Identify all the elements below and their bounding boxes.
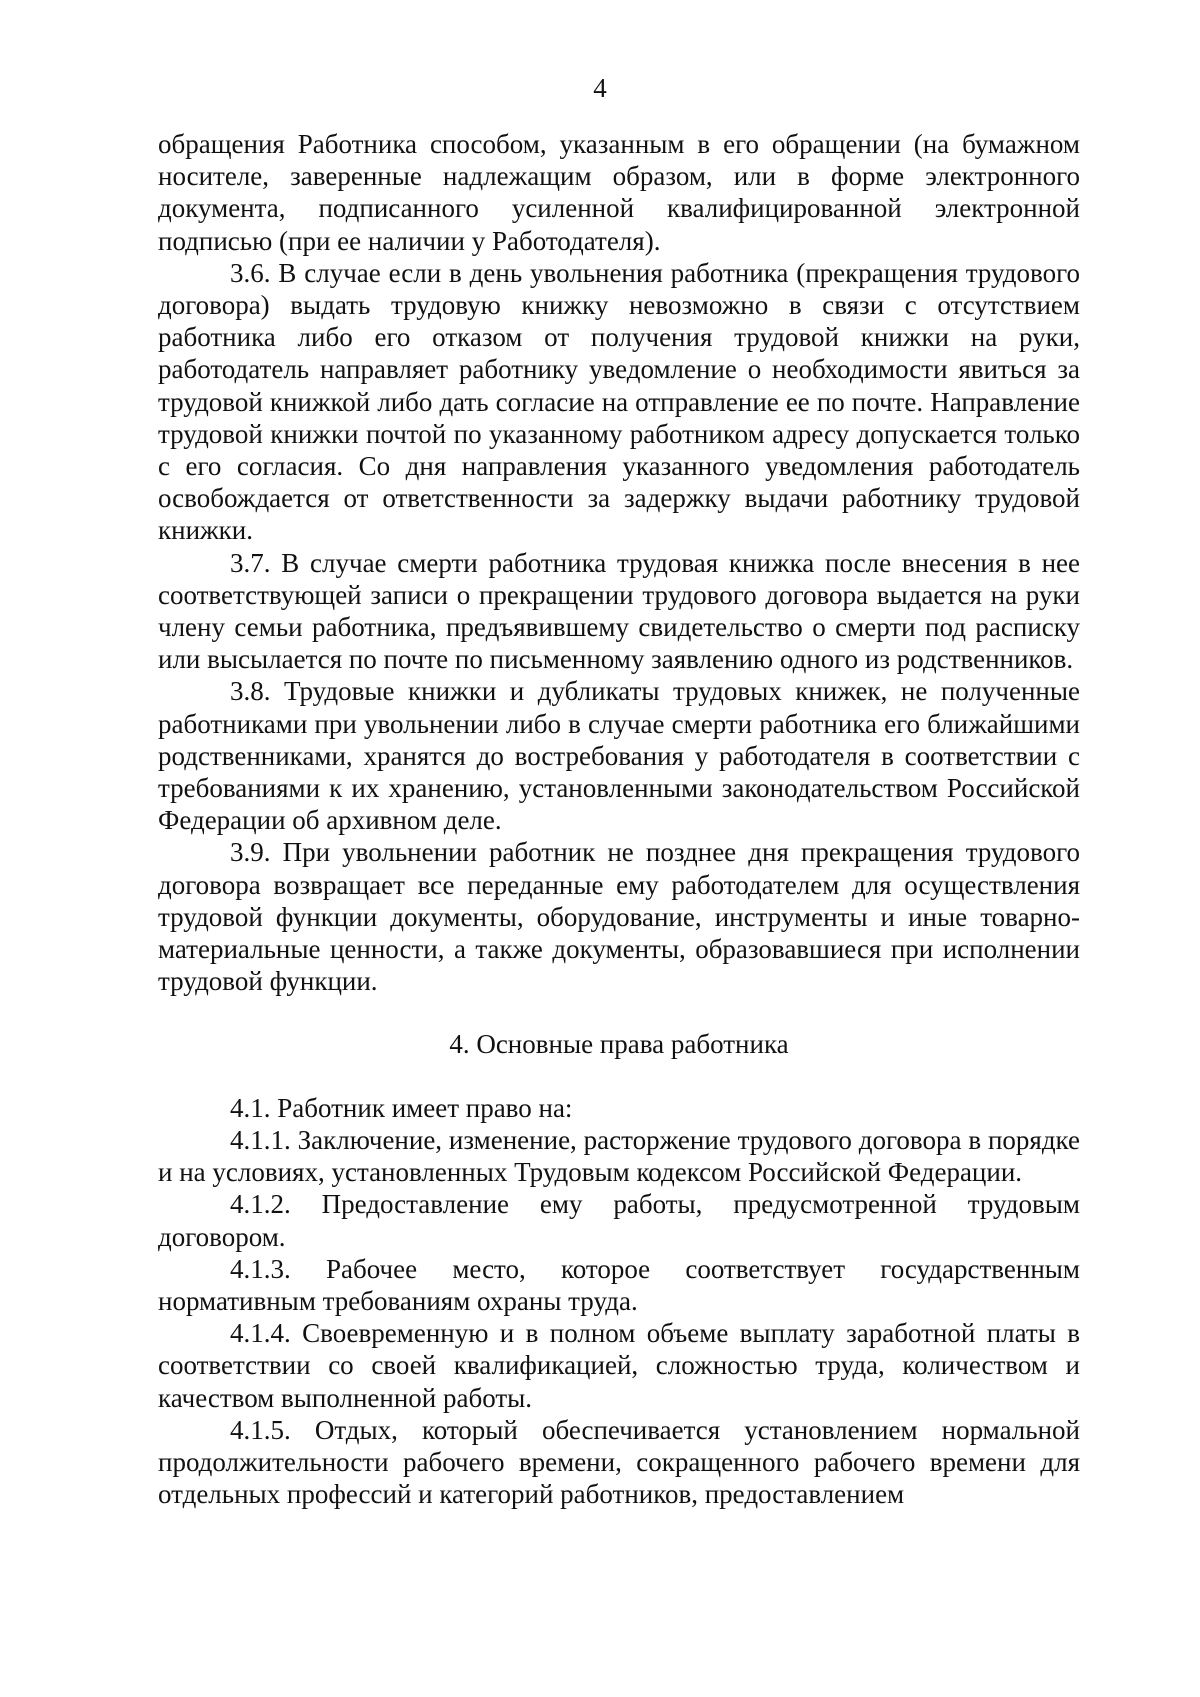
paragraph-4-1-4: 4.1.4. Своевременную и в полном объеме выплату заработной платы в соответствии со своей квалификацией, сложностью труда, количеством и качеством выполненной работы. [158, 1318, 1080, 1413]
paragraph-4-1-3: 4.1.3. Рабочее место, которое соответствует государственным нормативным требованиям охраны труда. [158, 1253, 1080, 1316]
paragraph-4-1-5: 4.1.5. Отдых, который обеспечивается установлением нормальной продолжительности рабочего времени, сокращенного рабочего времени для отдельных профессий и категорий работников, предоставлением [158, 1414, 1080, 1510]
paragraph-4-1: 4.1. Работник имеет право на: [230, 1092, 573, 1123]
paragraph-3-7: 3.7. В случае смерти работника трудовая книжка после внесения в нее соответствующей записи о прекращении трудового договора выдается на руки члену семьи работника, предъявившему свидетельство о смерти под расписку или высылается по почте по письменному заявлению одного из родственников. [158, 547, 1080, 675]
paragraph-3-6: 3.6. В случае если в день увольнения работника (прекращения трудового договора) выдать трудовую книжку невозможно в связи с отсутствием работника либо его отказом от получения трудовой книжки на руки, работодатель направляет работнику уведомление о необходимости явиться за трудовой книжкой либо дать согласие на отправление ее по почте. Направление трудовой книжки почтой по указанному работником адресу допускается только с его согласия. Со дня направления указанного уведомления работодатель освобождается от ответственности за задержку выдачи работнику трудовой книжки. [158, 257, 1080, 546]
paragraph-3-8: 3.8. Трудовые книжки и дубликаты трудовых книжек, не полученные работниками при увольнении либо в случае смерти работника его ближайшими родственниками, хранятся до востребования у работодателя в соответствии с требованиями к их хранению, установленными законодательством Российской Федерации об архивном деле. [158, 676, 1080, 836]
paragraph-3-9: 3.9. При увольнении работник не позднее дня прекращения трудового договора возвращает все переданные ему работодателем для осуществления трудовой функции документы, оборудование, инструменты и иные товарно-материальные ценности, а также документы, образовавшиеся при исполнении трудовой функции. [158, 837, 1080, 997]
body-text [158, 128, 1080, 1510]
paragraph-4-1-2: 4.1.2. Предоставление ему работы, предусмотренной трудовым договором. [158, 1189, 1080, 1252]
paragraph-4-1-1: 4.1.1. Заключение, изменение, расторжение трудового договора в порядке и на условиях, установленных Трудовым кодексом Российской Федерации. [158, 1124, 1080, 1188]
page-number: 4 [593, 73, 607, 103]
section-heading: 4. Основные права работника [449, 1029, 789, 1060]
paragraph-continuation: обращения Работника способом, указанным в его обращении (на бумажном носителе, заверенные надлежащим образом, или в форме электронного документа, подписанного усиленной квалифицированной электронной подписью (при ее наличии у Работодателя). [158, 129, 1080, 256]
